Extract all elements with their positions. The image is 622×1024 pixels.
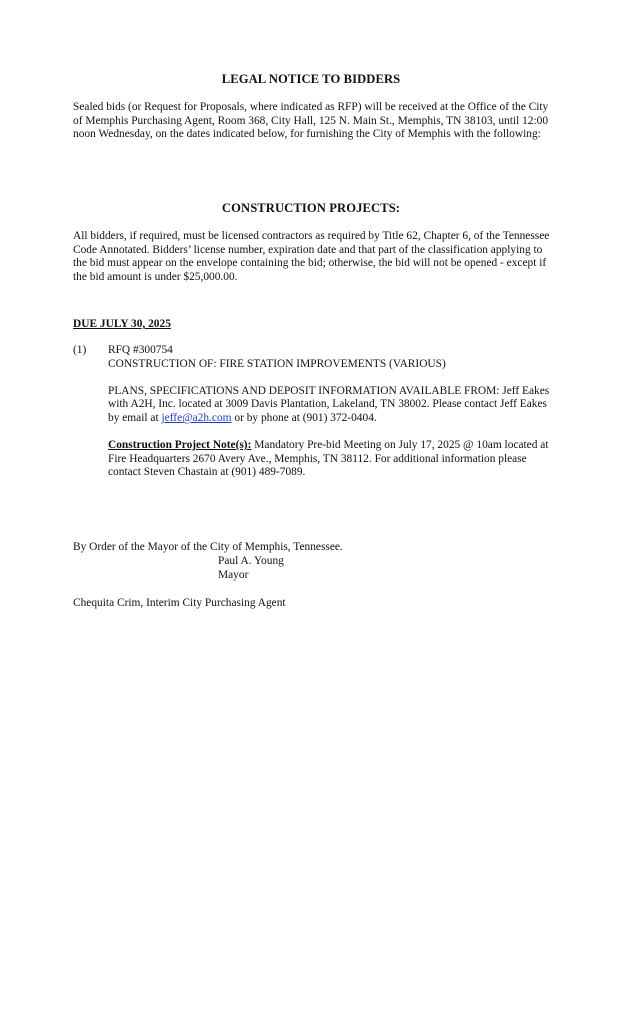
plans-phone-text: or by phone at (901) 372-0404.	[231, 411, 377, 424]
project-note	[108, 439, 553, 480]
notice-title: LEGAL NOTICE TO BIDDERS	[221, 72, 401, 86]
order-line: By Order of the Mayor of the City of Memphis, Tennessee.	[73, 541, 343, 553]
intro-paragraph: Sealed bids (or Request for Proposals, where indicated as RFP) will be received at the Office of the City of Memphis Purchasing Agent, Room 368, City Hall, 125 N. Main St., Memphis, TN 38103, until 12:00 noon Wednesday, on the dates indicated below, for furnishing the City of Memphis with the following:	[73, 101, 549, 141]
mayor-title: Mayor	[218, 569, 249, 581]
rfq-number: RFQ #300754	[108, 344, 173, 356]
project-description: CONSTRUCTION OF: FIRE STATION IMPROVEMENTS (VARIOUS)	[108, 357, 446, 370]
project-note-text: Mandatory Pre-bid Meeting on July 17, 2025 @ 10am located at Fire Headquarters 2670 Avery Ave., Memphis, TN 38112. For additional information please contact Steven Chastain at (901) 489-7089.	[108, 439, 549, 479]
plans-text: PLANS, SPECIFICATIONS AND DEPOSIT INFORMATION AVAILABLE FROM: Jeff Eakes with A2H, Inc. located at 3009 Davis Plantation, Lakeland, TN 38002. Please contact Jeff Eakes by email at	[108, 384, 550, 424]
bid-item	[108, 344, 553, 480]
item-number: (1)	[73, 344, 87, 356]
contact-email-link[interactable]: jeffe@a2h.com	[161, 411, 232, 424]
due-date-heading: DUE JULY 30, 2025	[73, 318, 171, 330]
mayor-name: Paul A. Young	[218, 555, 284, 567]
construction-paragraph: All bidders, if required, must be licensed contractors as required by Title 62, Chapter 6, of the Tennessee Code Annotated. Bidders’ license number, expiration date and that part of the classification applying to the bid must appear on the envelope containing the bid; otherwise, the bid will not be opened - except if the bid amount is under $25,000.00.	[73, 230, 550, 283]
purchasing-agent: Chequita Crim, Interim City Purchasing Agent	[73, 597, 286, 609]
plans-information	[108, 385, 553, 426]
construction-heading: CONSTRUCTION PROJECTS:	[221, 201, 401, 215]
project-note-label: Construction Project Note(s):	[108, 439, 252, 452]
